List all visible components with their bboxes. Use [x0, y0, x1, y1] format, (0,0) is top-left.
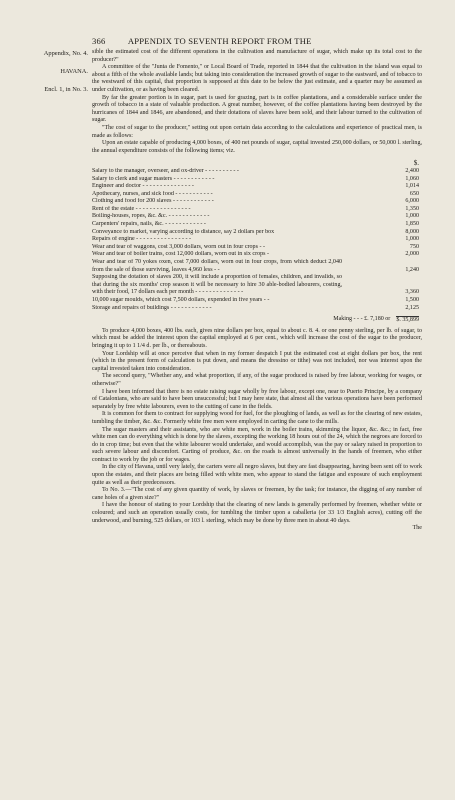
expenditure-item-label: Conveyance to market, varying according to distance, say 2 dollars per box: [92, 228, 275, 235]
expenditure-row: [92, 206, 422, 214]
expenditure-row: [92, 244, 422, 252]
expenditure-item-label: Wear and tear of boiler trains, cost 12,000 dollars, worn out in six crops -: [92, 251, 270, 258]
page-header: [92, 36, 422, 46]
expenditure-item-amount: 2,400: [405, 167, 419, 174]
expenditure-item-amount: 1,350: [405, 205, 419, 212]
expenditure-row: [92, 168, 422, 176]
expenditure-item-label: Carpenters' repairs, nails, &c. - - - - - - - - - - - -: [92, 221, 206, 228]
document-body: [92, 49, 422, 533]
expenditure-item-label: Boiling-houses, ropes, &c. &c. - - - - - - - - - - - -: [92, 213, 210, 220]
paragraph: The sugar masters and their assistants, who are white men, work in the boiler trains, skimming the liquor, &c. &c.; in fact, free white men can do everything which is done by the slaves, excepting the working 18 hours out of the 24, which the negroes are forced to do in crop time; but even that the white labourer would undertake, and would accomplish, was the pay or salary raised in proportion to such severe labour and discomfort. Carting of produce, &c. on the roads is almost universally in the hands of freemen, who either contract to work by the job or for wages.: [92, 426, 422, 463]
expenditure-row: [92, 259, 422, 274]
expenditure-row: [92, 191, 422, 199]
margin-enclosure-note: Encl. 1, in No. 3.: [44, 86, 88, 93]
expenditure-item-amount: 1,000: [405, 213, 419, 220]
currency-unit: $.: [413, 159, 419, 168]
expenditure-item-amount: 6,000: [405, 198, 419, 205]
expenditure-item-amount: 1,000: [405, 236, 419, 243]
expenditure-row: [92, 229, 422, 237]
expenditure-row: [92, 221, 422, 229]
expenditure-item-label: Engineer and doctor - - - - - - - - - - - - - - -: [92, 183, 194, 190]
expenditure-row: [92, 176, 422, 184]
paragraph: It is common for them to contract for supplying wood for fuel, for the ploughing of lands, as well as for the clearing of new estates, tumbling the timber, &c. &c. Formerly white free men were employed in carting the cane to the mills.: [92, 411, 422, 425]
expenditure-row: [92, 305, 422, 313]
paragraph: By far the greater portion is in sugar, part is used for grazing, part is in coffee plantations, and a considerable surface under the growth of tobacco in a state of valuable production. A great number, however, of the coffee plantations having been destroyed by the hurricanes of 1844 and 1846, are abandoned, and their dotations of slaves have been sold, and their labour turned to the cultivation of sugar.: [92, 94, 422, 124]
expenditure-item-amount: 2,125: [405, 304, 419, 311]
expenditure-item-amount: 1,500: [405, 297, 419, 303]
paragraph: I have the honour of stating to your Lordship that the clearing of new lands is generally performed by freemen, whether white or coloured; and such an operation usually costs, for tumbling the timber upon a caballeria (or 33 1/3 English acres), cutting off the underwood, and burning, 525 dollars, or 103 l. sterling, which may be done by three men in about 40 days.: [92, 502, 422, 524]
expenditure-row: [92, 236, 422, 244]
expenditure-item-amount: 3,360: [405, 289, 419, 296]
expenditure-item-label: 10,000 sugar moulds, which cost 7,500 dollars, expended in five years - -: [92, 297, 270, 303]
expenditure-item-amount: 650: [409, 190, 419, 197]
paragraph: Your Lordship will at once perceive that when in my former despatch I put the estimated cost at eight dollars per box, the rent (which in the present form of calculation is put down, and means the dressino or tithe) was not included, nor was interest upon the capital invested taken into consideration.: [92, 350, 422, 372]
expenditure-item-label: Apothecary, nurses, and sick food - - - - - - - - - - -: [92, 190, 213, 197]
paragraph: To No. 3.—"The cost of any given quantity of work, by slaves or freemen, by the task; for instance, the digging of any number of cane holes of a given size?": [92, 487, 422, 501]
expenditure-item-label: Wear and tear of waggons, cost 3,000 dollars, worn out in four crops - -: [92, 243, 265, 250]
expenditure-item-label: Salary to the manager, overseer, and ox-driver - - - - - - - - - -: [92, 167, 239, 174]
expenditure-item-amount: 1,850: [405, 221, 419, 228]
expenditure-item-amount: 1,240: [405, 266, 419, 273]
expenditure-item-amount: 1,014: [405, 183, 419, 190]
paragraph: "The cost of sugar to the producer," setting out upon certain data according to the calculations and experience of practical men, is made as follows:: [92, 124, 422, 139]
page-number: 366: [92, 36, 106, 46]
paragraph: A committee of the "Junta de Fomento," or Local Board of Trade, reported in 1844 that the cultivation in the island was equal to about a fifth of the whole available lands; but taking into consideration the increased growth of sugar to the eastward, and of tobacco to the westward of this capital, that proportion is supposed at this date to be below the just estimate, and a quarter may be assumed as under cultivation, or as having been cleared.: [92, 64, 422, 93]
paragraph: The second query, "Whether any, and what proportion, if any, of the sugar produced is raised by free labour, working for wages, or otherwise?": [92, 373, 422, 387]
expenditure-item-amount: 2,000: [405, 251, 419, 258]
expenditure-item-label: Salary to clerk and sugar masters - - - - - - - - - - - -: [92, 175, 215, 182]
expenditure-item-amount: 750: [409, 243, 419, 250]
margin-appendix-note: Appendix, No. 4.: [43, 50, 88, 57]
total-value: $. 35,899: [396, 317, 419, 324]
expenditure-row: [92, 198, 422, 206]
expenditure-row: [92, 251, 422, 259]
expenditure-item-amount: 1,060: [405, 175, 419, 182]
expenditure-item-label: Storage and repairs of buildings - - - - - - - - - - - -: [92, 304, 212, 311]
catchword: The: [412, 525, 422, 532]
expenditure-row: [92, 213, 422, 221]
total-row: [92, 316, 422, 325]
margin-place-note: HAVANA.: [60, 68, 88, 75]
paragraph: Upon an estate capable of producing 4,000 boxes, of 400 net pounds of sugar, capital invested 250,000 dollars, or 50,000 l. sterling, the annual expenditure consists of the following items; viz.: [92, 140, 422, 154]
paragraph: In the city of Havana, until very lately, the carters were all negro slaves, but they are fast disappearing, having been sent off to work upon the estates, and their places are being filled with white men, who appear to stand the fatigue and exposure of such employment quite as well as their predecessors.: [92, 464, 422, 486]
expenditure-rows: [92, 168, 422, 312]
expenditure-item-label: Supposing the dotation of slaves 200, it will include a proportion of females, children, and invalids, so that during the six months' crop season it will be necessary to hire 30 able-bodied labourers, costing, with their food, 17 dollars each per month - - - - - - - - - - - - - -: [92, 274, 342, 296]
expenditure-row: [92, 297, 422, 305]
paragraph: To produce 4,000 boxes, 400 lbs. each, gives nine dollars per box, equal to about c. 8. 4. or one penny sterling, per lb. of sugar, to which must be added the interest upon the capital employed at 6 per cent., which will increase the cost of the sugar to the producer, bringing it up to 1 1/4 d. per lb., or thereabouts.: [92, 327, 422, 349]
expenditure-row: [92, 274, 422, 297]
expenditure-item-label: Repairs of engine - - - - - - - - - - - - - - - -: [92, 236, 192, 243]
paragraph: sible the estimated cost of the different operations in the cultivation and manufacture of sugar, which make up its total cost to the producer?": [92, 49, 422, 63]
expenditure-row: [92, 183, 422, 191]
expenditure-item-amount: 8,000: [405, 228, 419, 235]
running-title: APPENDIX TO SEVENTH REPORT FROM THE: [127, 36, 312, 46]
total-label: Making - - - £. 7,180 or: [333, 316, 391, 323]
expenditure-item-label: Clothing and food for 200 slaves - - - - - - - - - - - -: [92, 198, 214, 205]
expenditure-item-label: Wear and tear of 70 yokes oxen, cost 7,000 dollars, worn out in four crops, from which deduct 2,040 from the sale of those surviving, leaves 4,960 less - -: [92, 259, 342, 273]
expenditure-item-label: Rent of the estate - - - - - - - - - - - - - - - -: [92, 205, 191, 212]
paragraph: I have been informed that there is no estate raising sugar wholly by free labour, except one, near to Puerto Principe, by a company of Catalonians, who are said to have been unsuccessful; but I may here state, that almost all the various operations have been performed separately by free white labourers, even to the cutting of cane in the fields.: [92, 388, 422, 410]
expenditure-table: [92, 160, 422, 324]
